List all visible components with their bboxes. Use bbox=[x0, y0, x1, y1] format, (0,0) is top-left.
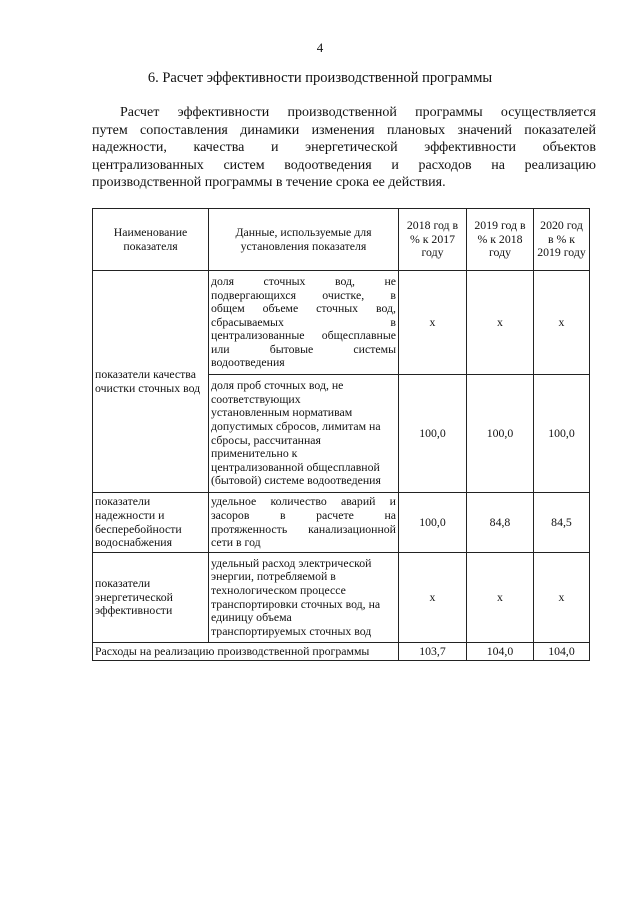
value-2018: х bbox=[399, 553, 467, 643]
efficiency-table bbox=[92, 208, 590, 661]
data-line: или бытовые системы bbox=[211, 341, 396, 356]
intro-line: производственной программы в течение срока ее действия. bbox=[92, 175, 446, 191]
data-line: транспортируемых сточных вод bbox=[211, 623, 372, 638]
indicator-data bbox=[209, 271, 399, 375]
value-2020: х bbox=[534, 553, 590, 643]
value-2018: х bbox=[399, 271, 467, 375]
data-line: подвергающихся очистке, в bbox=[211, 287, 396, 302]
total-2019: 104,0 bbox=[467, 643, 534, 661]
indicator-name-text: показатели качества очистки сточных вод bbox=[95, 366, 201, 395]
data-line: засоров в расчете на bbox=[211, 507, 396, 522]
data-line: протяженность канализационной bbox=[211, 521, 396, 536]
value-2019: х bbox=[467, 271, 534, 375]
data-line: удельное количество аварий и bbox=[211, 494, 396, 509]
data-line: допустимых сбросов, лимитам на bbox=[211, 418, 381, 433]
table-row bbox=[93, 553, 590, 643]
total-2020: 104,0 bbox=[534, 643, 590, 661]
data-line: соответствующих bbox=[211, 391, 301, 406]
intro-line: надежности, качества и энергетической эффективности объектов bbox=[92, 140, 596, 156]
data-line: централизованной общесплавной bbox=[211, 459, 380, 474]
indicator-data bbox=[209, 493, 399, 553]
indicator-name: показатели энергетической эффективности bbox=[93, 553, 209, 643]
value-2019: 100,0 bbox=[467, 375, 534, 493]
header-2019: 2019 год в % к 2018 году bbox=[467, 209, 534, 271]
data-line: централизованные общесплавные bbox=[211, 328, 396, 343]
data-line: (бытовой) системе водоотведения bbox=[211, 473, 381, 488]
data-line: общем объеме сточных вод, bbox=[211, 301, 396, 316]
data-line: сети в год bbox=[211, 535, 261, 550]
indicator-name bbox=[93, 271, 209, 493]
data-line: применительно к bbox=[211, 446, 298, 461]
header-data: Данные, используемые для установления показателя bbox=[209, 209, 399, 271]
value-2019: 84,8 bbox=[467, 493, 534, 553]
data-line: сбросы, рассчитанная bbox=[211, 432, 321, 447]
intro-paragraph bbox=[92, 104, 596, 192]
header-2018: 2018 год в % к 2017 году bbox=[399, 209, 467, 271]
header-name: Наименование показателя bbox=[93, 209, 209, 271]
data-line: транспортировки сточных вод, на bbox=[211, 596, 381, 611]
page-number: 4 bbox=[316, 40, 324, 55]
value-2018: 100,0 bbox=[399, 375, 467, 493]
table-header-row bbox=[93, 209, 590, 271]
indicator-name: показатели надежности и бесперебойности водоснабжения bbox=[93, 493, 209, 553]
data-line: водоотведения bbox=[211, 355, 285, 370]
indicator-data bbox=[209, 375, 399, 493]
data-line: единицу объема bbox=[211, 610, 292, 625]
data-line: энергии, потребляемой в bbox=[211, 569, 336, 584]
value-2018: 100,0 bbox=[399, 493, 467, 553]
table-total-row bbox=[93, 643, 590, 661]
total-label: Расходы на реализацию производственной программы bbox=[93, 643, 399, 661]
data-line: доля сточных вод, не bbox=[211, 273, 396, 288]
table-row bbox=[93, 493, 590, 553]
data-line: установленным нормативам bbox=[211, 405, 353, 420]
data-line: сбрасываемых в bbox=[211, 314, 396, 329]
data-line: удельный расход электрической bbox=[211, 555, 372, 570]
value-2019: х bbox=[467, 553, 534, 643]
value-2020: 84,5 bbox=[534, 493, 590, 553]
data-line: технологическом процессе bbox=[211, 582, 346, 597]
total-2018: 103,7 bbox=[399, 643, 467, 661]
value-2020: 100,0 bbox=[534, 375, 590, 493]
indicator-data bbox=[209, 553, 399, 643]
data-line: доля проб сточных вод, не bbox=[211, 378, 344, 393]
intro-line: Расчет эффективности производственной программы осуществляется bbox=[120, 105, 596, 120]
section-title: 6. Расчет эффективности производственной программы bbox=[147, 70, 493, 86]
header-2020: 2020 год в % к 2019 году bbox=[534, 209, 590, 271]
intro-line: путем сопоставления динамики изменения плановых значений показателей bbox=[92, 122, 596, 138]
value-2020: х bbox=[534, 271, 590, 375]
intro-line: централизованных систем водоотведения и расходов на реализацию bbox=[92, 157, 596, 173]
table-row bbox=[93, 271, 590, 375]
